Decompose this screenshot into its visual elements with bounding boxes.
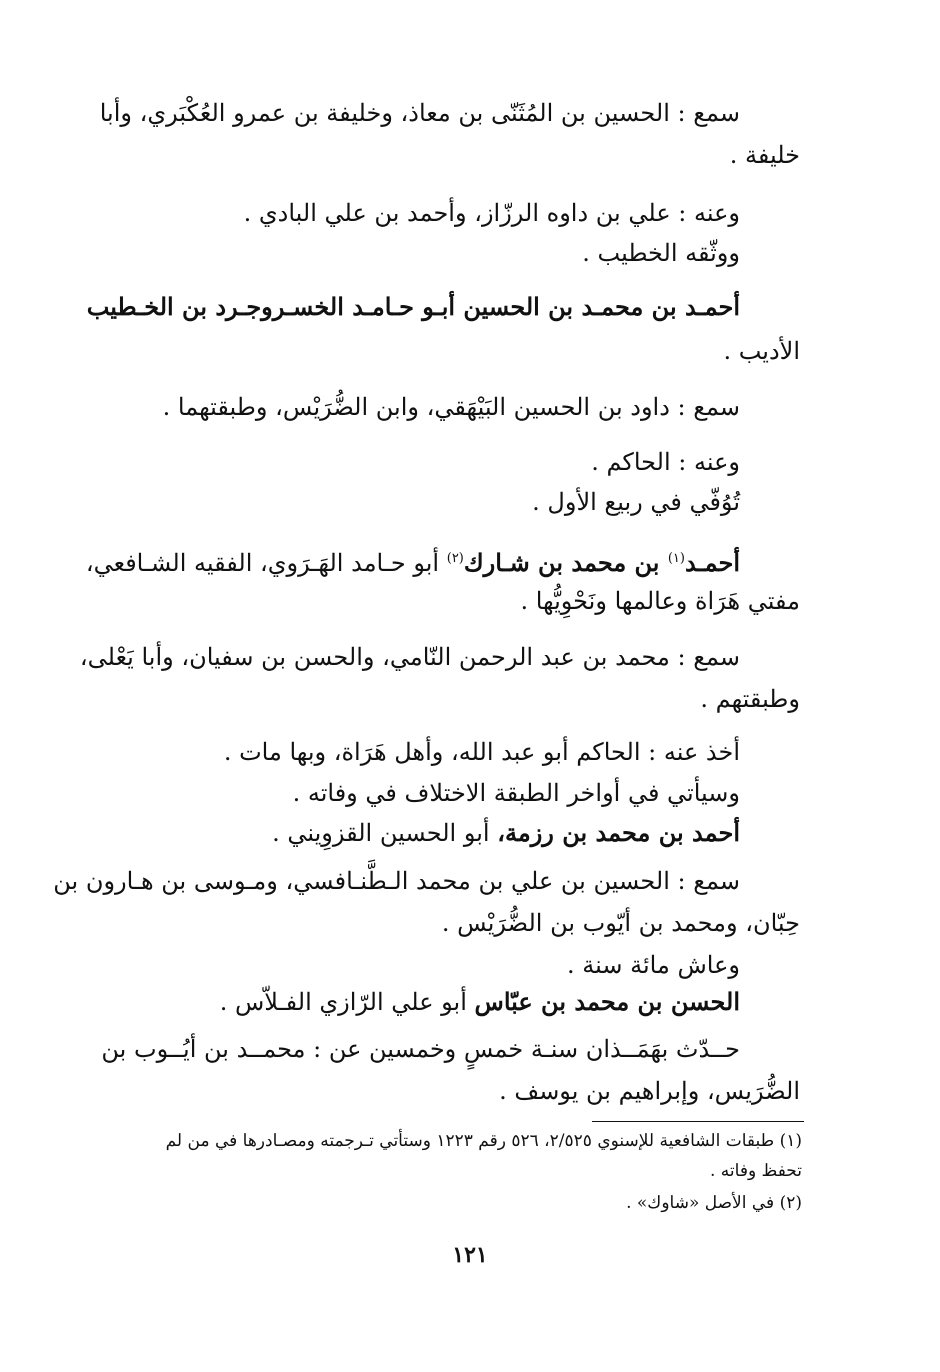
- text-line: ووثّقه الخطيب .: [582, 239, 740, 267]
- text-line: وسيأتي في أواخر الطبقة الاختلاف في وفاته .: [292, 779, 740, 807]
- text-line: سمع : داود بن الحسين البَيْهَقي، وابن الضُّرَيْس، وطبقتهما .: [162, 393, 740, 421]
- footnote: (٢) في الأصل «شاوك» .: [626, 1193, 802, 1213]
- text-line: الضُّرَيس، وإبراهيم بن يوسف .: [499, 1077, 800, 1105]
- entry-name: أحمـد: [684, 548, 740, 577]
- text-line: وعنه : الحاكم .: [591, 448, 740, 476]
- entry-name: أحمد بن محمد بن رزمة،: [497, 818, 740, 847]
- page-number: ١٢١: [452, 1242, 488, 1268]
- entry-heading: [220, 985, 740, 1019]
- entry-heading: أحمـد بن محمـد بن الحسين أبـو حـامـد الخسـروجـرد بن الخـطيب: [86, 292, 740, 321]
- text-line: سمع : الحسين بن المُثَنّى بن معاذ، وخليفة بن عمرو العُكْبَري، وأبا: [99, 99, 740, 127]
- text-line: وعاش مائة سنة .: [567, 951, 740, 979]
- entry-heading: [86, 542, 740, 580]
- footnote: (١) طبقات الشافعية للإسنوي ٢/٥٢٥، ٥٢٦ رقم ١٢٢٣ وستأتي تـرجمته ومصـادرها في من لم: [165, 1131, 802, 1151]
- footnote-marker: (١): [667, 551, 685, 566]
- entry-heading: [272, 816, 740, 850]
- text-line: الأديب .: [723, 337, 800, 365]
- entry-description: أبو الحسين القزوِيني .: [272, 819, 498, 847]
- text-line: مفتي هَرَاة وعالمها ونَحْوِيُّها .: [520, 587, 800, 615]
- footnote-marker: (٢): [446, 551, 464, 566]
- text-line: أخذ عنه : الحاكم أبو عبد الله، وأهل هَرَاة، وبها مات .: [223, 738, 740, 766]
- entry-name: الحسن بن محمد بن عبّاس: [474, 987, 740, 1016]
- text-line: تُوُفّي في ربيع الأول .: [532, 488, 740, 516]
- entry-description: أبو علي الرّازي الفـلاّس .: [219, 988, 475, 1016]
- text-line: وطبقتهم .: [700, 685, 800, 713]
- text-line: وعنه : علي بن داوه الرزّاز، وأحمد بن علي البادي .: [243, 199, 740, 227]
- entry-name: بن محمد بن شـارك: [463, 548, 668, 577]
- text-line: سمع : محمد بن عبد الرحمن النّامي، والحسن بن سفيان، وأبا يَعْلى،: [79, 643, 740, 671]
- entry-description: أبو حـامد الهَـرَوي، الفقيه الشـافعي،: [85, 549, 447, 577]
- text-line: حــدّث بهَمَــذان سنـة خمسٍ وخمسين عن : محمــد بن أيُــوب بن: [101, 1035, 740, 1063]
- footnote-divider: [592, 1121, 804, 1122]
- text-line: خليفة .: [729, 141, 800, 169]
- text-line: حِبّان، ومحمد بن أيّوب بن الضُّرَيْس .: [441, 909, 800, 937]
- footnote: تحفظ وفاته .: [709, 1161, 802, 1181]
- text-line: سمع : الحسين بن علي بن محمد الـطَّنـافسي، ومـوسى بن هـارون بن: [53, 867, 740, 895]
